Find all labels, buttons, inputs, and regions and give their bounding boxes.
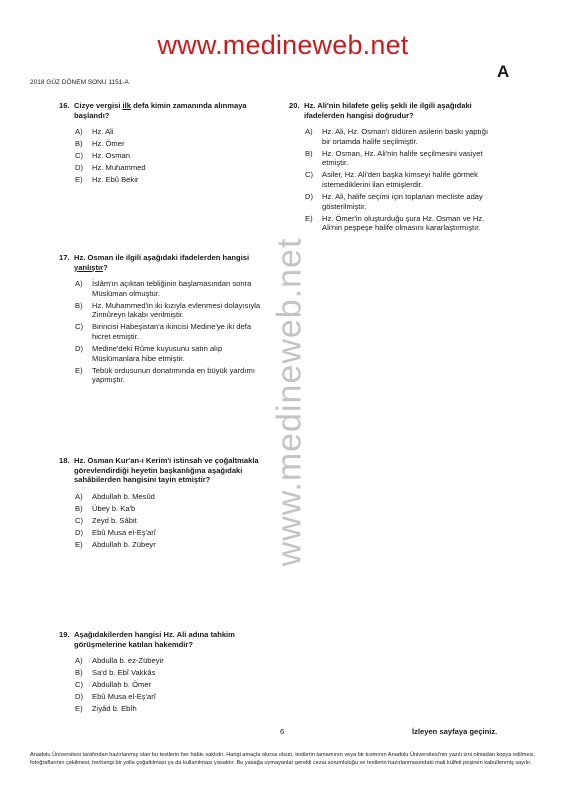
option-b[interactable]: B) Sa'd b. Ebî Vakkâs bbox=[75, 668, 156, 678]
option-d[interactable]: D) Medine'deki Rûme kuyusunu satın alıp Müslümanlara hibe etmiştir. bbox=[75, 343, 223, 363]
option-c[interactable]: C) Asiler, Hz. Ali'den başka kimseyi halife görmek istemediklerini ilan etmişlerdir. bbox=[305, 170, 478, 189]
option-c[interactable]: C) Hz. Osman bbox=[75, 151, 130, 161]
question-stem bbox=[59, 101, 265, 120]
option-a[interactable]: A) Abdulla b. ez-Zübeyir bbox=[75, 656, 164, 666]
exam-code: 2018 GÜZ DÖNEM SONU 1151-A bbox=[30, 79, 129, 86]
option-b[interactable]: B) Übey b. Ka'b bbox=[75, 503, 136, 513]
question-text: Hz. Ali'nin hilafete geliş şekli ile ilgili aşağıdaki ifadelerden hangisi doğrudur? bbox=[304, 101, 472, 120]
question-number: 20. bbox=[289, 101, 300, 110]
option-c[interactable]: C) Birincisi Habeşistan'a ikincisi Medine'ye iki defa hicret etmiştir. bbox=[75, 322, 252, 341]
question-number: 19. bbox=[59, 630, 70, 639]
option-d[interactable]: D) Hz. Ali, halife seçimi için toplanan mecliste aday gösterilmiştir. bbox=[305, 191, 483, 211]
option-b[interactable]: B) Hz. Muhammed'in iki kızıyla evlenmesi dolayısıyla Zinnûreyn lakabı verilmiştir. bbox=[75, 300, 261, 320]
option-b[interactable]: B) Hz. Ömer bbox=[75, 139, 125, 149]
option-e[interactable]: E) Hz. Ömer'in oluşturduğu şura Hz. Osman ve Hz. Ali'nin peşpeşe halife olmasını kararlaştırmıştır. bbox=[305, 213, 485, 233]
question-number: 18. bbox=[59, 456, 70, 465]
page-number: 6 bbox=[280, 727, 285, 736]
question-16 bbox=[59, 101, 265, 187]
booklet-letter: A bbox=[497, 62, 510, 81]
option-a[interactable]: A) Abdullah b. Mesûd bbox=[75, 491, 155, 501]
question-text: Hz. Osman Kur'an-ı Kerim'i istinsah ve çoğaltmakla görevlendirdiği heyetin başkanlığına aşağıdaki sahâbilerden hangisini tayin etmiştir? bbox=[74, 456, 259, 485]
option-e[interactable]: E) Hz. Ebû Bekir bbox=[75, 175, 139, 185]
option-e[interactable]: E) Ziyâd b. Ebîh bbox=[75, 704, 137, 714]
options-list bbox=[59, 279, 265, 385]
options-list bbox=[289, 127, 495, 233]
question-stem bbox=[59, 253, 265, 272]
option-d[interactable]: D) Hz. Muhammed bbox=[75, 163, 146, 173]
option-d[interactable]: D) Ebû Musa el-Eş'arî bbox=[75, 527, 156, 537]
option-c[interactable]: C) Abdullah b. Ömer bbox=[75, 680, 152, 690]
option-e[interactable]: E) Abdullah b. Zübeyr bbox=[75, 539, 156, 549]
question-19 bbox=[59, 630, 265, 716]
question-stem bbox=[59, 456, 265, 485]
watermark-text: www.medineweb.net bbox=[270, 237, 309, 567]
option-d[interactable]: D) Ebû Musa el-Eş'arî bbox=[75, 692, 156, 702]
option-a[interactable]: A) İslâm'ın açıktan tebliğinin başlamasından sonra Müslüman olmuştur. bbox=[75, 279, 252, 298]
question-17 bbox=[59, 253, 265, 387]
next-page-note: İzleyen sayfaya geçiniz. bbox=[412, 727, 498, 736]
question-18 bbox=[59, 456, 265, 552]
option-e[interactable]: E) Tebük ordusunun donatımında en büyük yardımı yapmıştır. bbox=[75, 365, 255, 385]
question-text: Cizye vergisi ilk defa kimin zamanında alınmaya başlandı? bbox=[74, 101, 247, 120]
copyright-footer: Anadolu Üniversitesi tarafından hazırlanmış olan bu testlerin her hakkı saklıdır. Hangi amaçla olursa olsun, testlerin tamamının veya bir kısmının Anadolu Üniversitesi'nin yazılı izni olmadan kopya edilmesi, fotoğraflarının çekilmesi, herhangi bir yolla çoğaltılması ya da kullanılması yasaktır. Bu yasağa uymayanlar gerekli cezai sorumluluğu ve testlerin hazırlanmasındaki mali külfeti peşinen kabullenmiş sayılır. bbox=[30, 752, 536, 766]
question-20 bbox=[289, 101, 495, 235]
question-stem bbox=[59, 630, 265, 649]
option-c[interactable]: C) Zeyd b. Sâbit bbox=[75, 515, 137, 525]
options-list bbox=[59, 127, 265, 185]
option-a[interactable]: A) Hz. Ali bbox=[75, 127, 114, 137]
question-text: Hz. Osman ile ilgili aşağıdaki ifadelerden hangisi yanlıştır? bbox=[74, 253, 250, 272]
options-list bbox=[59, 656, 265, 714]
question-stem bbox=[289, 101, 495, 120]
question-number: 16. bbox=[59, 101, 70, 110]
option-a[interactable]: A) Hz. Ali, Hz. Osman'ı öldüren asilerin baskı yaptığı bir ortamda halife seçilmiştir. bbox=[305, 127, 489, 146]
question-text: Aşağıdakilerden hangisi Hz. Ali adına tahkim görüşmelerine katılan hakemdir? bbox=[74, 630, 235, 649]
question-number: 17. bbox=[59, 253, 70, 262]
site-title: www.medineweb.net bbox=[157, 30, 409, 60]
option-b[interactable]: B) Hz. Osman, Hz. Ali'nin halife seçilmesini vasiyet etmiştir. bbox=[305, 148, 483, 168]
options-list bbox=[59, 492, 265, 550]
